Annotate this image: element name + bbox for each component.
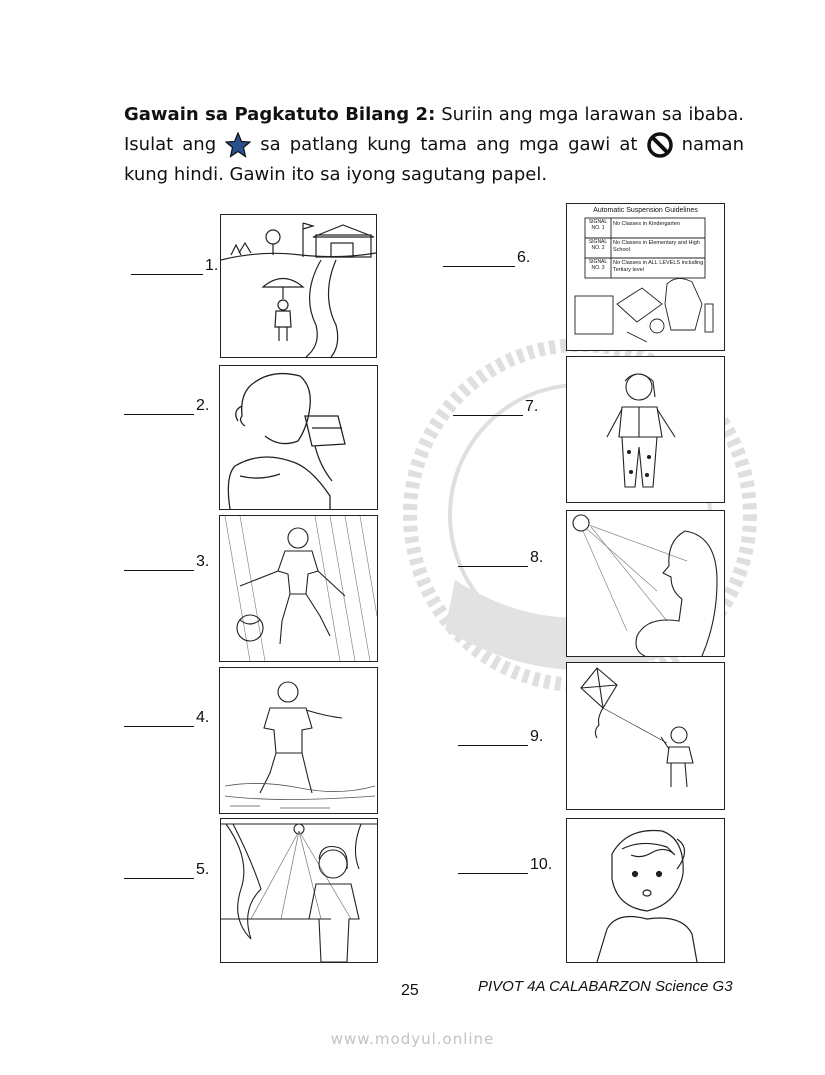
item-number: 8.: [530, 549, 544, 566]
site-watermark: www.modyul.online: [330, 1030, 495, 1048]
answer-blank[interactable]: [131, 273, 203, 275]
star-icon: [225, 132, 251, 158]
item-number: 3.: [196, 553, 210, 570]
answer-blank[interactable]: [453, 414, 523, 416]
picture-girl-in-jacket: [566, 356, 725, 503]
item-number: 2.: [196, 397, 210, 414]
answer-line-9[interactable]: [458, 728, 543, 746]
answer-line-2[interactable]: [124, 397, 209, 415]
picture-boy-ball-rain: [219, 515, 378, 662]
item-number: 4.: [196, 709, 210, 726]
answer-blank[interactable]: [124, 877, 194, 879]
sign-text-1: No Classes in Kindergarten: [613, 221, 680, 227]
item-number: 6.: [517, 249, 531, 266]
activity-title: Gawain sa Pagkatuto Bilang 2:: [124, 104, 436, 125]
answer-blank[interactable]: [458, 565, 528, 567]
sign-signal-1: SIGNAL NO. 1: [588, 219, 608, 231]
item-number: 5.: [196, 861, 210, 878]
instruction-part-3: naman kung hindi. Gawin ito sa iyong sagutang papel.: [124, 134, 744, 185]
answer-line-4[interactable]: [124, 709, 209, 727]
item-number: 10.: [530, 856, 553, 873]
picture-boy-holding-head: [566, 818, 725, 963]
instruction-part-1: Suriin ang mga larawan sa ibaba. Isulat ang: [124, 104, 744, 155]
sign-signal-2: SIGNAL NO. 2: [588, 239, 608, 251]
picture-girl-looking-at-sun: [566, 510, 725, 657]
sign-text-3: No Classes in ALL LEVELS including Tertiary level: [613, 260, 704, 273]
answer-line-1[interactable]: [131, 257, 218, 275]
answer-blank[interactable]: [458, 872, 528, 874]
page-number: 25: [401, 982, 419, 999]
answer-line-3[interactable]: [124, 553, 209, 571]
picture-boy-flying-kite: [566, 662, 725, 810]
item-number: 1.: [205, 257, 219, 274]
sign-signal-3: SIGNAL NO. 3: [588, 259, 608, 271]
sign-text-2: No Classes in Elementary and High School: [613, 240, 700, 253]
item-number: 9.: [530, 728, 544, 745]
no-entry-icon: [647, 132, 673, 158]
answer-line-7[interactable]: [453, 398, 538, 416]
picture-girl-drinking-water: [219, 365, 378, 510]
instructions: [124, 100, 744, 190]
picture-girl-by-window: [220, 818, 378, 963]
item-number: 7.: [525, 398, 539, 415]
picture-suspension-guidelines: [566, 203, 725, 351]
answer-line-8[interactable]: [458, 549, 543, 567]
answer-blank[interactable]: [443, 265, 515, 267]
footer-credit: PIVOT 4A CALABARZON Science G3: [478, 978, 733, 995]
answer-line-6[interactable]: [443, 249, 530, 267]
answer-blank[interactable]: [458, 744, 528, 746]
answer-line-10[interactable]: [458, 856, 552, 874]
answer-blank[interactable]: [124, 725, 194, 727]
answer-blank[interactable]: [124, 413, 194, 415]
instruction-part-2: sa patlang kung tama ang mga gawi at: [260, 134, 638, 155]
answer-blank[interactable]: [124, 569, 194, 571]
picture-boy-barefoot-puddle: [219, 667, 378, 814]
sign-heading: Automatic Suspension Guidelines: [593, 207, 698, 214]
picture-girl-umbrella-school: [220, 214, 377, 358]
answer-line-5[interactable]: [124, 861, 209, 879]
